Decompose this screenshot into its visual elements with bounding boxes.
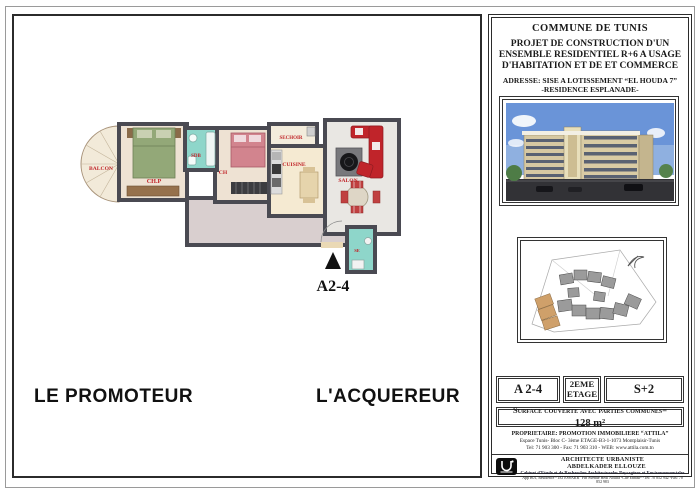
chp-furniture [127,128,181,196]
owner-contact-line: Tel: 71 903 300 - Fax: 71 903 310 - WEB: www.attila.com.tn [526,444,654,451]
balcony-shape [81,126,119,202]
plan-panel [12,14,482,478]
label-sdb: SDB [191,154,201,159]
acquereur-signature-label: L'ACQUEREUR [316,386,461,407]
ch-furniture [231,133,267,194]
etage-line1: 2EME [569,378,595,389]
address-line: -RESIDENCE ESPLANADE- [541,85,639,94]
owner-block [494,431,686,451]
building-render-frame [499,96,679,206]
label-chp: CH.P [146,178,162,185]
architect-block [493,456,687,484]
building-render-image [506,103,674,201]
unit-label: A2-4 [316,278,350,295]
surface-value: 128 m² [574,417,606,429]
divider [492,454,688,455]
owner-name-line: PROPRIETAIRE: PROMOTION IMMOBILIERE “ATTILA” [511,431,669,437]
promoteur-signature-label: LE PROMOTEUR [34,386,194,407]
label-salon: SALON [338,178,358,184]
project-description [494,39,686,72]
owner-address-line: Espace Tunis- Bloc C- 3ème ETAGE-B3-1-1073 Montplaisir-Tunis [519,437,661,444]
project-line: ENSEMBLE RESIDENTIEL R+6 A USAGE [498,50,682,60]
commune-title: COMMUNE DE TUNIS [532,23,648,34]
type-cell [604,376,684,403]
architect-contact-line: App B01, Résidence “TEJ ESSAKR” Fin Avenue Hedi Nouira -Cité Ennasr- -Tél: 70 852 942 -Fax: 70 852 983 [522,476,683,484]
project-line: PROJET DE CONSTRUCTION D'UN [510,39,670,49]
label-cuisine: CUISINE [282,162,306,168]
unit-cell [496,376,560,403]
label-ch: CH [218,170,228,176]
label-se: SE [354,248,360,253]
type-value: S+2 [633,382,655,396]
project-line: D'HABITATION ET DE ET COMMERCE [501,61,679,71]
surface-label: Surface couverte avec parties communes= [512,405,668,415]
title-panel [488,14,692,484]
architect-office-line: Cabinet d'Etude et de Recherches Architecturales Paysagères et Environnementales [520,470,685,475]
label-balcon: BALCON [89,166,113,172]
site-plan-image [524,244,662,338]
floor-plan-drawing [70,102,410,302]
entry-threshold [321,242,343,248]
etage-line2: ETAGE [566,388,598,399]
site-plan-frame [517,237,667,343]
architect-title: ARCHITECTE URBANISTE [560,456,645,463]
unit-value: A 2-4 [513,382,543,396]
title-panel-inner-frame [491,17,689,484]
entrance-arrow-icon [325,252,341,269]
address-line: ADRESSE: SISE A LOTISSEMENT “EL HOUDA 7” [502,76,678,85]
unit-summary-row [496,376,684,403]
sechoir-appliance [307,127,315,136]
architects-order-logo-icon [496,458,517,475]
surface-box [496,407,684,427]
label-sechoir: SECHOIR [279,136,303,141]
address-block [494,76,686,94]
etage-cell [563,376,601,403]
architect-name: ABDELKADER ELLOUZE [567,463,646,470]
